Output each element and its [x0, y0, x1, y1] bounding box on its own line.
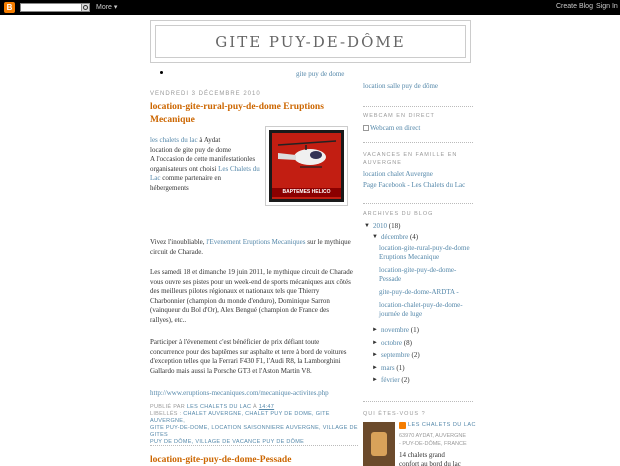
archive-month[interactable]: [381, 339, 412, 348]
helicopter-image[interactable]: [265, 126, 348, 206]
post-url: [150, 389, 365, 399]
vacances-heading: [363, 151, 473, 167]
sidebar-divider: [363, 203, 473, 204]
p4-line: Participer à l'évenement c'est bénéficier de prix défiant toute: [150, 338, 320, 346]
p4-line: Gallardo mais aussi la Porsche GT3 et l'Aston Martin V8.: [150, 366, 312, 375]
year-link[interactable]: 2010: [373, 222, 387, 230]
blog-header: [150, 20, 471, 63]
profile-location-1: 63970 AYDAT, AUVERGNE: [399, 433, 467, 439]
archive-post-link[interactable]: gite-puy-de-dome-ARDTA -: [379, 288, 459, 296]
eruptions-link[interactable]: l'Evenement Eruptions Mecaniques: [206, 238, 306, 246]
blogger-logo-icon[interactable]: B: [4, 2, 15, 13]
eruptions-url-link[interactable]: http://www.eruptions-mecaniques.com/mecanique-activites.php: [150, 389, 329, 397]
post-paragraph-4: [150, 338, 365, 376]
month-link[interactable]: novembre: [381, 326, 409, 334]
collapse-month-icon[interactable]: ▼: [372, 234, 378, 240]
at-label: À: [251, 404, 259, 410]
sign-in-link[interactable]: Sign In: [596, 3, 618, 10]
p2-text: Vivez l'inoubliable,: [150, 238, 207, 246]
blogger-profile-icon: [399, 422, 406, 429]
archive-post-link[interactable]: journée de luge: [379, 310, 423, 318]
post-paragraph-2: [150, 238, 360, 257]
profile-location: [399, 432, 467, 448]
month-count: (2): [409, 351, 420, 359]
vacances-heading-1: VACANCES EN FAMILLE EN: [363, 152, 458, 158]
post-labels-3[interactable]: PUY DE DÔME, VILLAGE DE VACANCE PUY DE DÔME: [150, 439, 305, 445]
intro-line-5: comme partenaire en: [160, 174, 221, 182]
post-date: VENDREDI 3 DÉCEMBRE 2010: [150, 91, 261, 97]
sidebar-divider: [363, 106, 473, 107]
webcam-heading: WEBCAM EN DIRECT: [363, 113, 435, 119]
create-blog-link[interactable]: Create Blog: [556, 3, 593, 10]
post-title[interactable]: location-gite-rural-puy-de-dome Eruptions Mecanique: [150, 102, 324, 125]
author-link[interactable]: LES CHALETS DU LAC: [186, 404, 252, 410]
post-paragraph-3: [150, 268, 365, 325]
month-link[interactable]: mars: [381, 364, 395, 372]
month-count: (1): [409, 326, 419, 334]
archive-month-december[interactable]: [381, 233, 418, 242]
p3-line: Les samedi 18 et dimanche 19 juin 2011, le mythique circuit de Charade: [150, 268, 353, 276]
month-count: (8): [402, 339, 412, 347]
archive-year-2010[interactable]: [373, 222, 400, 231]
p4-line: concurrence pour des baptêmes sur asphalte et terre à bord de voitures: [150, 347, 347, 356]
month-link[interactable]: septembre: [381, 351, 410, 359]
vacances-link-1[interactable]: location chalet Auvergne: [363, 170, 433, 178]
archive-post-link[interactable]: location-gite-rural-puy-de-dome: [379, 244, 470, 252]
archives-heading: ARCHIVES DU BLOG: [363, 211, 434, 217]
webcam-link[interactable]: [363, 124, 473, 134]
p3-line: des meilleurs pilotes régionaux et nationaux tels que Thierry: [150, 287, 320, 295]
collapse-year-icon[interactable]: ▼: [364, 223, 370, 229]
archive-month[interactable]: [381, 351, 420, 360]
post-divider: [150, 445, 358, 446]
vacances-link-2[interactable]: Page Facebook - Les Chalets du Lac: [363, 181, 466, 189]
intro-line-6: hébergements: [150, 183, 189, 192]
profile-avatar[interactable]: [363, 422, 395, 466]
more-menu[interactable]: More ▾: [96, 4, 118, 11]
december-count: (4): [408, 233, 419, 241]
post-title-2[interactable]: location-gite-puy-de-dome-Pessade: [150, 455, 292, 465]
profile-location-2: - PUY-DE-DÔME, FRANCE: [399, 441, 467, 447]
intro-line-4: organisateurs ont choisi: [150, 164, 219, 173]
archive-month[interactable]: [381, 364, 405, 373]
expand-month-icon[interactable]: ►: [372, 340, 378, 346]
search-icon[interactable]: [81, 3, 90, 12]
archive-post-link[interactable]: Eruptions Mecanique: [379, 253, 440, 261]
post-labels-2[interactable]: GITE PUY-DE-DOME, LOCATION SAISONNIERE AUVERGNE, VILLAGE DE GITES: [150, 425, 358, 438]
chalets-du-lac-link[interactable]: les chalets du lac: [150, 136, 198, 144]
salle-link[interactable]: location salle puy de dôme: [363, 82, 439, 90]
blog-title[interactable]: GITE PUY-DE-DÔME: [215, 33, 406, 51]
profile-description: [399, 451, 461, 466]
archive-post-link[interactable]: location-chalet-puy-de-dome-: [379, 301, 463, 309]
post-labels[interactable]: CHALET AUVERGNE, CHALET PUY DE DOME, GITE AUVERGNE,: [150, 411, 330, 424]
labels-prefix: LIBELLÉS :: [150, 411, 184, 417]
archive-post-link[interactable]: location-gite-puy-de-dome-: [379, 266, 457, 274]
archive-post-link[interactable]: Pessade: [379, 275, 402, 283]
p4-line: d'exception telles que la Ferrari F430 F1, l'Audi R8, la Lamborghini: [150, 357, 341, 365]
nav-bullet: [160, 71, 163, 74]
month-link[interactable]: octobre: [381, 339, 402, 347]
p3-line: rallyes), etc..: [150, 315, 187, 324]
month-count: (1): [394, 364, 405, 372]
post-time-link[interactable]: 14:47: [258, 404, 275, 410]
month-count: (2): [399, 376, 410, 384]
expand-month-icon[interactable]: ►: [372, 327, 378, 333]
image-caption: BAPTEMES HELICO: [272, 188, 341, 197]
expand-month-icon[interactable]: ►: [372, 377, 378, 383]
intro-line-2: location de gite puy de dome: [150, 145, 232, 154]
sidebar-divider: [363, 401, 473, 402]
top-nav-link[interactable]: gite puy de dome: [296, 70, 345, 78]
navbar-search-input[interactable]: [20, 3, 82, 12]
vacances-heading-2: AUVERGNE: [363, 160, 402, 166]
profile-name-link[interactable]: LES CHALETS DU LAC: [408, 422, 476, 428]
sidebar-divider: [363, 142, 473, 143]
webcam-link-text: Webcam en direct: [370, 124, 421, 132]
about-heading: QUI ÊTES-VOUS ?: [363, 411, 426, 417]
expand-month-icon[interactable]: ►: [372, 352, 378, 358]
posted-by-label: PUBLIÉ PAR: [150, 404, 187, 410]
broken-image-icon: [363, 125, 369, 131]
chalets-link-3[interactable]: Lac: [150, 174, 161, 182]
p3-line: (vainqueur du Bol d'Or), Alex Bengué (champion de France des: [150, 306, 329, 314]
chalets-link-2[interactable]: Les Chalets du: [218, 164, 260, 173]
month-link[interactable]: février: [381, 376, 400, 384]
p3-line: Charbonnier (champion du monde d'enduro), Dominique Sarron: [150, 296, 330, 305]
intro-line-3: A l'occasion de cette manifestationles: [150, 155, 256, 163]
profile-desc-1: 14 chalets grand: [399, 451, 445, 459]
intro-text: à Aydat: [197, 136, 221, 144]
blogger-navbar: [0, 0, 620, 15]
profile-desc-2: confort au bord du lac: [399, 460, 461, 466]
archive-month[interactable]: [381, 326, 419, 335]
archive-posts: [379, 244, 479, 319]
year-count: (18): [387, 222, 401, 230]
archive-month[interactable]: [381, 376, 410, 385]
p3-line: vous ouvre ses pistes pour un week-end de sports mécaniques aux côtés: [150, 277, 351, 286]
expand-month-icon[interactable]: ►: [372, 365, 378, 371]
p2-text-b: sur le mythique: [305, 238, 351, 246]
post-intro: [150, 136, 265, 193]
p2-text-c: circuit de Charade.: [150, 247, 204, 256]
post-footer: [150, 404, 358, 446]
december-link[interactable]: décembre: [381, 233, 409, 241]
helicopter-icon: [272, 133, 341, 183]
